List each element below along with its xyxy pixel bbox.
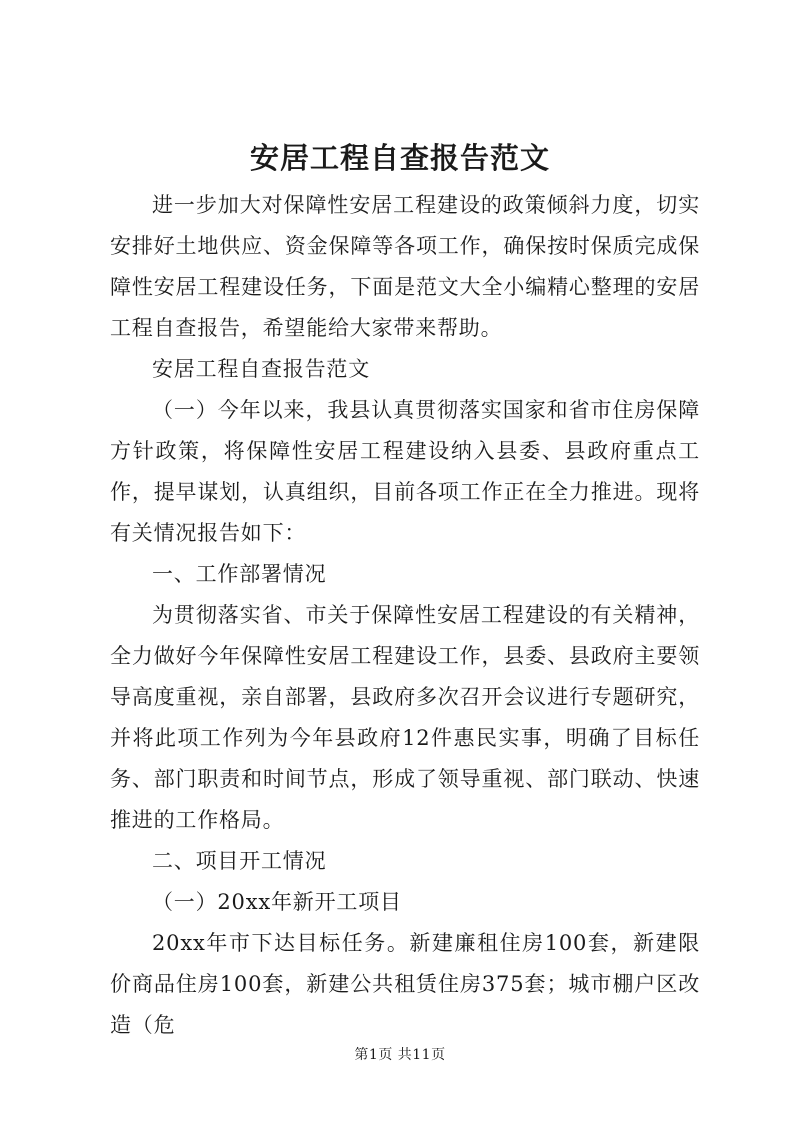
document-body	[110, 185, 700, 1046]
subsection-heading-1: （一）20xx年新开工项目	[152, 890, 402, 914]
section-heading-1: 一、工作部署情况	[152, 562, 327, 586]
page-footer: 第1页 共11页	[354, 1047, 446, 1063]
subtitle-paragraph: 安居工程自查报告范文	[152, 357, 370, 381]
intro-paragraph: 进一步加大对保障性安居工程建设的政策倾斜力度，切实安排好土地供应、资金保障等各项工作，确保按时保质完成保障性安居工程建设任务，下面是范文大全小编精心整理的安居工程自查报告，希望能给大家带来帮助。	[110, 193, 700, 340]
deployment-paragraph: 为贯彻落实省、市关于保障性安居工程建设的有关精神，全力做好今年保障性安居工程建设工作，县委、县政府主要领导高度重视，亲自部署，县政府多次召开会议进行专题研究，并将此项工作列为今年县政府12件惠民实事，明确了目标任务、部门职责和时间节点，形成了领导重视、部门联动、快速推进的工作格局。	[110, 603, 700, 832]
section-heading-2: 二、项目开工情况	[152, 849, 327, 873]
targets-paragraph: 20xx年市下达目标任务。新建廉租住房100套，新建限价商品住房100套，新建公共租赁住房375套；城市棚户区改造（危	[110, 931, 700, 1037]
document-title: 安居工程自查报告范文	[249, 141, 550, 175]
overview-paragraph: （一）今年以来，我县认真贯彻落实国家和省市住房保障方针政策，将保障性安居工程建设纳入县委、县政府重点工作，提早谋划，认真组织，目前各项工作正在全力推进。现将有关情况报告如下：	[110, 398, 700, 545]
